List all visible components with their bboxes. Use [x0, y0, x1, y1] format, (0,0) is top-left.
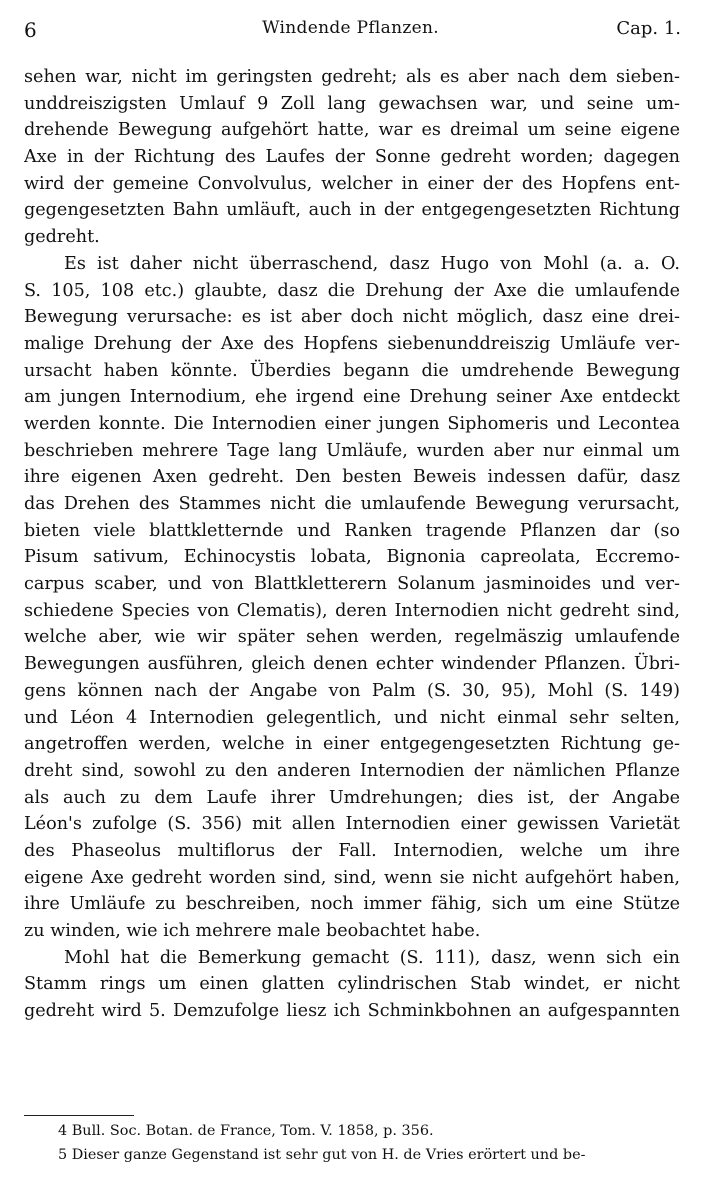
text-line: carpus scaber, und von Blattkletterern Solanum jasminoides und ver- [24, 574, 680, 595]
text-line: des Phaseolus multiflorus der Fall. Internodien, welche um ihre [24, 840, 680, 861]
text-line: bieten viele blattkletternde und Ranken tragende Pflanzen dar (so [24, 520, 680, 541]
text-line: zu winden, wie ich mehrere male beobachtet habe. [24, 921, 481, 942]
text-line: gedreht. [24, 227, 100, 248]
page-number: 6 [24, 18, 37, 42]
text-line: als auch zu dem Laufe ihrer Umdrehungen; dies ist, der Angabe [24, 787, 680, 808]
text-line: schiedene Species von Clematis), deren Internodien nicht gedreht sind, [24, 600, 680, 621]
text-line: dreht sind, sowohl zu den anderen Internodien der nämlichen Pflanze [24, 760, 680, 781]
footnote: 5 Dieser ganze Gegenstand ist sehr gut von H. de Vries erörtert und be- [58, 1147, 586, 1163]
text-line: angetroffen werden, welche in einer entgegengesetzten Richtung ge- [24, 734, 680, 755]
running-title: Windende Pflanzen. [262, 18, 439, 38]
text-line: eigene Axe gedreht worden sind, sind, wenn sie nicht aufgehört haben, [24, 867, 680, 888]
footnote-separator [24, 1115, 134, 1116]
text-line: Léon's zufolge (S. 356) mit allen Internodien einer gewissen Varietät [24, 814, 680, 835]
body-text [24, 64, 680, 1025]
text-line: ihre eigenen Axen gedreht. Den besten Beweis indessen dafür, dasz [24, 467, 680, 488]
text-line: Stamm rings um einen glatten cylindrischen Stab windet, er nicht [24, 974, 680, 995]
text-line: ursacht haben könnte. Überdies begann die umdrehende Bewegung [24, 360, 680, 381]
footnote: 4 Bull. Soc. Botan. de France, Tom. V. 1858, p. 356. [58, 1123, 434, 1139]
text-line: gens können nach der Angabe von Palm (S. 30, 95), Mohl (S. 149) [24, 680, 680, 701]
text-line: werden konnte. Die Internodien einer jungen Siphomeris und Lecontea [24, 413, 680, 434]
text-line: und Léon 4 Internodien gelegentlich, und nicht einmal sehr selten, [24, 707, 680, 728]
text-line: Es ist daher nicht überraschend, dasz Hugo von Mohl (a. a. O. [64, 253, 680, 274]
text-line: unddreiszigsten Umlauf 9 Zoll lang gewachsen war, und seine um- [24, 93, 680, 114]
text-line: ihre Umläufe zu beschreiben, noch immer fähig, sich um eine Stütze [24, 894, 680, 915]
chapter-label: Cap. 1. [616, 18, 681, 39]
text-line: Pisum sativum, Echinocystis lobata, Bignonia capreolata, Eccremo- [24, 547, 680, 568]
text-line: Mohl hat die Bemerkung gemacht (S. 111), dasz, wenn sich ein [64, 947, 680, 968]
text-line: am jungen Internodium, ehe irgend eine Drehung seiner Axe entdeckt [24, 387, 680, 408]
text-line: welche aber, wie wir später sehen werden, regelmäszig umlaufende [24, 627, 680, 648]
text-line: Bewegung verursache: es ist aber doch nicht möglich, dasz eine drei- [24, 307, 680, 328]
text-line: S. 105, 108 etc.) glaubte, dasz die Drehung der Axe die umlaufende [24, 280, 680, 301]
text-line: gedreht wird 5. Demzufolge liesz ich Schminkbohnen an aufgespannten [24, 1001, 680, 1022]
text-line: das Drehen des Stammes nicht die umlaufende Bewegung verursacht, [24, 494, 680, 515]
text-line: gegengesetzten Bahn umläuft, auch in der entgegengesetzten Richtung [24, 200, 680, 221]
text-line: sehen war, nicht im geringsten gedreht; als es aber nach dem sieben- [24, 67, 680, 87]
text-line: malige Drehung der Axe des Hopfens siebenunddreiszig Umläufe ver- [24, 333, 680, 354]
text-line: Axe in der Richtung des Laufes der Sonne gedreht worden; dagegen [24, 147, 680, 168]
text-line: Bewegungen ausführen, gleich denen echter windender Pflanzen. Übri- [24, 654, 680, 675]
text-line: drehende Bewegung aufgehört hatte, war es dreimal um seine eigene [24, 120, 680, 141]
text-line: wird der gemeine Convolvulus, welcher in einer der des Hopfens ent- [24, 173, 680, 194]
text-line: beschrieben mehrere Tage lang Umläufe, wurden aber nur einmal um [24, 440, 680, 461]
